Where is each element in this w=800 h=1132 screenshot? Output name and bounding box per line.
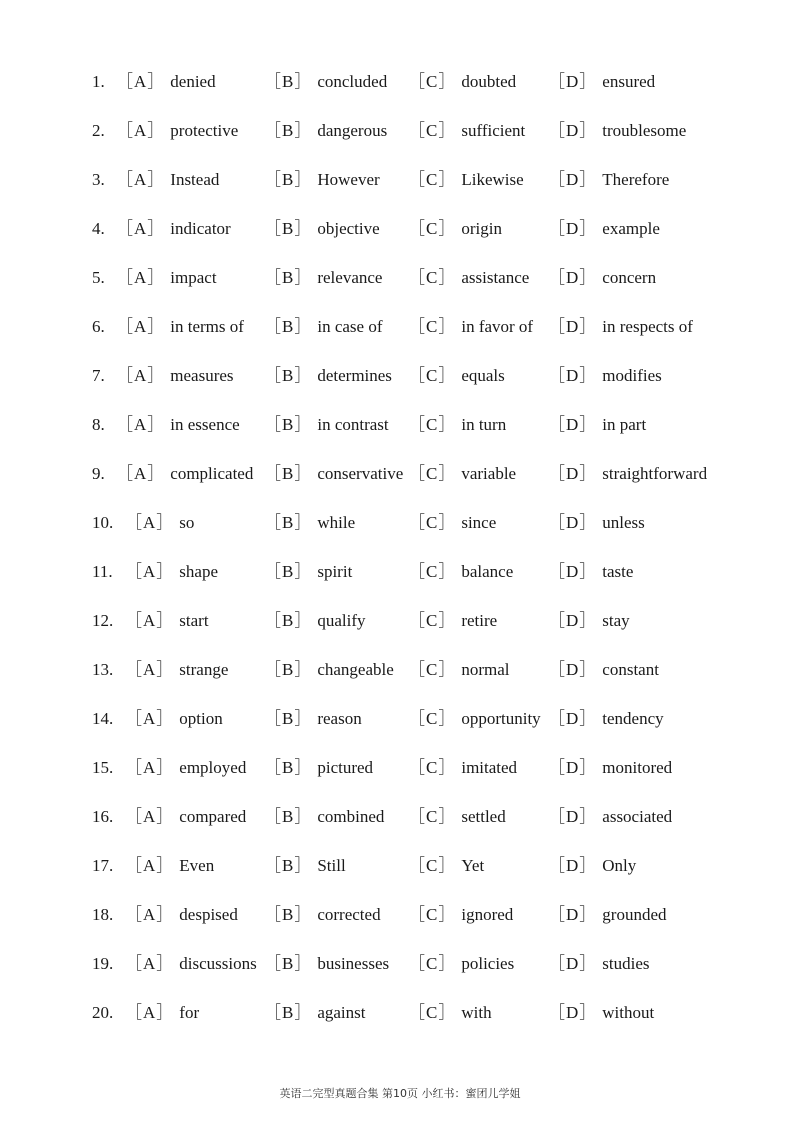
option-b (264, 802, 384, 832)
option-letter: ［B］ (264, 758, 313, 777)
option-text: so (179, 513, 195, 532)
option-d (548, 361, 662, 391)
option-letter: ［D］ (548, 415, 598, 434)
option-c (408, 900, 513, 930)
option-text: spirit (317, 562, 353, 581)
option-c (408, 753, 517, 783)
option-letter: ［A］ (125, 611, 175, 630)
option-a (125, 704, 223, 734)
option-letter: ［A］ (125, 562, 175, 581)
option-a (125, 949, 257, 979)
option-b (264, 851, 346, 881)
option-c (408, 410, 506, 440)
option-letter: ［C］ (408, 856, 457, 875)
option-b (264, 753, 373, 783)
option-d (548, 704, 664, 734)
question-row (0, 851, 800, 881)
option-text: Even (179, 856, 215, 875)
option-text: dangerous (317, 121, 388, 140)
question-number: 10. (92, 513, 114, 532)
option-d (548, 998, 654, 1028)
option-text: changeable (317, 660, 394, 679)
option-d (548, 508, 645, 538)
option-c (408, 606, 497, 636)
option-letter: ［B］ (264, 268, 313, 287)
option-a (125, 557, 218, 587)
option-a (125, 851, 214, 881)
option-letter: ［B］ (264, 464, 313, 483)
option-letter: ［A］ (116, 170, 166, 189)
option-text: concern (602, 268, 657, 287)
option-text: employed (179, 758, 247, 777)
option-letter: ［A］ (116, 268, 166, 287)
option-letter: ［C］ (408, 366, 457, 385)
option-letter: ［C］ (408, 513, 457, 532)
option-letter: ［C］ (408, 121, 457, 140)
option-text: objective (317, 219, 380, 238)
option-c (408, 214, 502, 244)
option-a (116, 263, 217, 293)
option-b (264, 704, 362, 734)
option-letter: ［B］ (264, 660, 313, 679)
option-a (125, 655, 228, 685)
option-text: doubted (461, 72, 517, 91)
option-text: combined (317, 807, 385, 826)
option-b (264, 361, 392, 391)
question-number: 3. (92, 170, 105, 189)
option-c (408, 998, 492, 1028)
option-letter: ［D］ (548, 317, 598, 336)
question-row (0, 655, 800, 685)
option-d (548, 900, 667, 930)
option-letter: ［A］ (125, 905, 175, 924)
option-text: strange (179, 660, 229, 679)
option-letter: ［D］ (548, 219, 598, 238)
option-text: in turn (461, 415, 507, 434)
option-a (116, 116, 238, 146)
option-letter: ［C］ (408, 268, 457, 287)
question-number: 9. (92, 464, 105, 483)
option-letter: ［A］ (125, 709, 175, 728)
option-letter: ［D］ (548, 170, 598, 189)
option-text: option (179, 709, 223, 728)
option-c (408, 655, 510, 685)
question-row (0, 459, 800, 489)
option-letter: ［B］ (264, 856, 313, 875)
option-letter: ［D］ (548, 562, 598, 581)
option-text: indicator (170, 219, 231, 238)
option-text: Instead (170, 170, 220, 189)
option-b (264, 998, 366, 1028)
option-text: constant (602, 660, 659, 679)
option-letter: ［D］ (548, 121, 598, 140)
question-row (0, 67, 800, 97)
option-text: retire (461, 611, 498, 630)
option-text: settled (461, 807, 506, 826)
question-row (0, 753, 800, 783)
option-letter: ［C］ (408, 562, 457, 581)
option-a (125, 753, 246, 783)
option-d (548, 410, 646, 440)
question-number: 15. (92, 758, 114, 777)
option-letter: ［D］ (548, 268, 598, 287)
question-row (0, 508, 800, 538)
option-letter: ［B］ (264, 317, 313, 336)
option-text: balance (461, 562, 514, 581)
question-row (0, 263, 800, 293)
option-text: for (179, 1003, 200, 1022)
option-letter: ［B］ (264, 807, 313, 826)
option-letter: ［D］ (548, 660, 598, 679)
option-text: compared (179, 807, 247, 826)
question-row (0, 165, 800, 195)
option-text: discussions (179, 954, 257, 973)
option-text: However (317, 170, 380, 189)
option-letter: ［B］ (264, 415, 313, 434)
option-c (408, 165, 524, 195)
option-text: while (317, 513, 356, 532)
question-row (0, 606, 800, 636)
option-letter: ［D］ (548, 513, 598, 532)
option-c (408, 802, 506, 832)
option-text: stay (602, 611, 630, 630)
option-text: grounded (602, 905, 667, 924)
option-text: tendency (602, 709, 664, 728)
question-number: 18. (92, 905, 114, 924)
option-text: pictured (317, 758, 374, 777)
option-letter: ［C］ (408, 464, 457, 483)
option-text: in part (602, 415, 647, 434)
option-b (264, 312, 382, 342)
option-text: in favor of (461, 317, 534, 336)
option-letter: ［C］ (408, 72, 457, 91)
question-row (0, 312, 800, 342)
option-text: measures (170, 366, 234, 385)
option-letter: ［D］ (548, 807, 598, 826)
option-letter: ［B］ (264, 170, 313, 189)
question-row (0, 998, 800, 1028)
option-letter: ［D］ (548, 856, 598, 875)
question-number: 16. (92, 807, 114, 826)
option-text: qualify (317, 611, 366, 630)
option-letter: ［D］ (548, 72, 598, 91)
option-a (116, 165, 219, 195)
option-text: corrected (317, 905, 381, 924)
option-text: studies (602, 954, 650, 973)
option-text: conservative (317, 464, 404, 483)
option-letter: ［D］ (548, 954, 598, 973)
question-number: 12. (92, 611, 114, 630)
question-row (0, 214, 800, 244)
option-text: troublesome (602, 121, 687, 140)
question-row (0, 949, 800, 979)
option-text: in contrast (317, 415, 389, 434)
option-letter: ［A］ (125, 954, 175, 973)
option-text: without (602, 1003, 655, 1022)
question-row (0, 704, 800, 734)
option-text: normal (461, 660, 510, 679)
option-letter: ［C］ (408, 954, 457, 973)
option-d (548, 459, 707, 489)
option-text: shape (179, 562, 218, 581)
option-a (125, 606, 209, 636)
option-letter: ［A］ (125, 660, 175, 679)
option-text: reason (317, 709, 362, 728)
option-text: ignored (461, 905, 514, 924)
question-number: 17. (92, 856, 114, 875)
option-text: concluded (317, 72, 388, 91)
option-letter: ［C］ (408, 905, 457, 924)
option-text: variable (461, 464, 517, 483)
option-letter: ［D］ (548, 905, 598, 924)
option-text: associated (602, 807, 673, 826)
option-letter: ［C］ (408, 611, 457, 630)
option-letter: ［B］ (264, 562, 313, 581)
option-letter: ［C］ (408, 807, 457, 826)
option-d (548, 655, 659, 685)
question-number: 20. (92, 1003, 114, 1022)
option-text: with (461, 1003, 492, 1022)
option-b (264, 557, 352, 587)
option-a (116, 410, 240, 440)
option-letter: ［B］ (264, 219, 313, 238)
option-letter: ［A］ (116, 415, 166, 434)
option-letter: ［A］ (116, 317, 166, 336)
question-number: 5. (92, 268, 105, 287)
option-letter: ［D］ (548, 1003, 598, 1022)
option-letter: ［A］ (125, 807, 175, 826)
option-text: despised (179, 905, 238, 924)
option-b (264, 410, 389, 440)
question-row (0, 557, 800, 587)
option-a (116, 67, 216, 97)
option-a (116, 459, 253, 489)
option-text: relevance (317, 268, 383, 287)
option-a (125, 900, 238, 930)
option-letter: ［D］ (548, 709, 598, 728)
option-text: monitored (602, 758, 673, 777)
option-text: example (602, 219, 660, 238)
option-d (548, 263, 656, 293)
question-number: 19. (92, 954, 114, 973)
option-a (116, 214, 231, 244)
option-letter: ［C］ (408, 660, 457, 679)
option-text: Likewise (461, 170, 524, 189)
option-text: straightforward (602, 464, 708, 483)
question-number: 8. (92, 415, 105, 434)
question-row (0, 361, 800, 391)
option-d (548, 557, 633, 587)
question-number: 7. (92, 366, 105, 385)
option-text: Only (602, 856, 637, 875)
option-c (408, 361, 505, 391)
option-b (264, 116, 387, 146)
option-text: in terms of (170, 317, 244, 336)
question-number: 11. (92, 562, 113, 581)
option-text: opportunity (461, 709, 541, 728)
option-letter: ［A］ (116, 72, 166, 91)
option-letter: ［C］ (408, 415, 457, 434)
option-text: Therefore (602, 170, 670, 189)
option-letter: ［C］ (408, 219, 457, 238)
option-c (408, 508, 496, 538)
option-d (548, 606, 630, 636)
option-letter: ［D］ (548, 464, 598, 483)
option-c (408, 704, 541, 734)
question-row (0, 116, 800, 146)
option-letter: ［B］ (264, 954, 313, 973)
option-letter: ［A］ (116, 121, 166, 140)
question-number: 2. (92, 121, 105, 140)
option-c (408, 67, 516, 97)
option-b (264, 508, 355, 538)
option-text: determines (317, 366, 392, 385)
option-letter: ［B］ (264, 1003, 313, 1022)
option-c (408, 851, 484, 881)
option-c (408, 312, 533, 342)
option-d (548, 851, 636, 881)
option-text: imitated (461, 758, 518, 777)
option-text: origin (461, 219, 502, 238)
option-b (264, 214, 380, 244)
option-b (264, 949, 389, 979)
option-c (408, 459, 516, 489)
option-text: Still (317, 856, 346, 875)
question-number: 6. (92, 317, 105, 336)
option-text: denied (170, 72, 216, 91)
option-d (548, 214, 660, 244)
option-text: taste (602, 562, 634, 581)
option-a (125, 802, 246, 832)
question-number: 13. (92, 660, 114, 679)
option-letter: ［A］ (125, 513, 175, 532)
option-b (264, 606, 366, 636)
option-d (548, 116, 686, 146)
option-a (116, 361, 234, 391)
option-letter: ［A］ (125, 856, 175, 875)
option-letter: ［B］ (264, 121, 313, 140)
option-d (548, 949, 650, 979)
option-d (548, 312, 693, 342)
question-row (0, 900, 800, 930)
option-c (408, 949, 514, 979)
option-d (548, 802, 672, 832)
option-text: in essence (170, 415, 240, 434)
option-text: ensured (602, 72, 656, 91)
option-letter: ［C］ (408, 317, 457, 336)
question-number: 1. (92, 72, 105, 91)
question-number: 4. (92, 219, 105, 238)
question-row (0, 802, 800, 832)
option-text: against (317, 1003, 366, 1022)
option-letter: ［A］ (125, 1003, 175, 1022)
option-a (125, 998, 199, 1028)
option-letter: ［C］ (408, 170, 457, 189)
option-letter: ［D］ (548, 611, 598, 630)
option-d (548, 753, 672, 783)
option-b (264, 655, 394, 685)
option-d (548, 67, 655, 97)
option-letter: ［C］ (408, 1003, 457, 1022)
option-letter: ［A］ (125, 758, 175, 777)
option-text: unless (602, 513, 645, 532)
option-b (264, 459, 403, 489)
option-text: Yet (461, 856, 485, 875)
option-letter: ［B］ (264, 709, 313, 728)
question-number: 14. (92, 709, 114, 728)
question-row (0, 410, 800, 440)
option-b (264, 900, 381, 930)
option-c (408, 557, 513, 587)
option-letter: ［A］ (116, 219, 166, 238)
option-c (408, 263, 529, 293)
option-text: modifies (602, 366, 662, 385)
option-text: businesses (317, 954, 390, 973)
option-letter: ［B］ (264, 611, 313, 630)
option-letter: ［B］ (264, 513, 313, 532)
option-text: in respects of (602, 317, 693, 336)
option-b (264, 165, 380, 195)
option-letter: ［A］ (116, 464, 166, 483)
option-text: sufficient (461, 121, 526, 140)
option-a (125, 508, 194, 538)
option-letter: ［A］ (116, 366, 166, 385)
option-letter: ［D］ (548, 366, 598, 385)
option-text: in case of (317, 317, 383, 336)
option-c (408, 116, 525, 146)
option-letter: ［B］ (264, 366, 313, 385)
option-letter: ［D］ (548, 758, 598, 777)
option-text: since (461, 513, 497, 532)
option-letter: ［C］ (408, 709, 457, 728)
page-footer: 英语二完型真题合集 第10页 小红书：蜜团儿学姐 (279, 1087, 521, 1100)
option-text: assistance (461, 268, 530, 287)
option-a (116, 312, 244, 342)
option-b (264, 263, 382, 293)
option-letter: ［C］ (408, 758, 457, 777)
option-d (548, 165, 669, 195)
option-letter: ［B］ (264, 905, 313, 924)
option-text: complicated (170, 464, 254, 483)
option-text: protective (170, 121, 239, 140)
option-letter: ［B］ (264, 72, 313, 91)
option-text: policies (461, 954, 515, 973)
option-b (264, 67, 387, 97)
option-text: start (179, 611, 209, 630)
option-text: equals (461, 366, 505, 385)
option-text: impact (170, 268, 217, 287)
